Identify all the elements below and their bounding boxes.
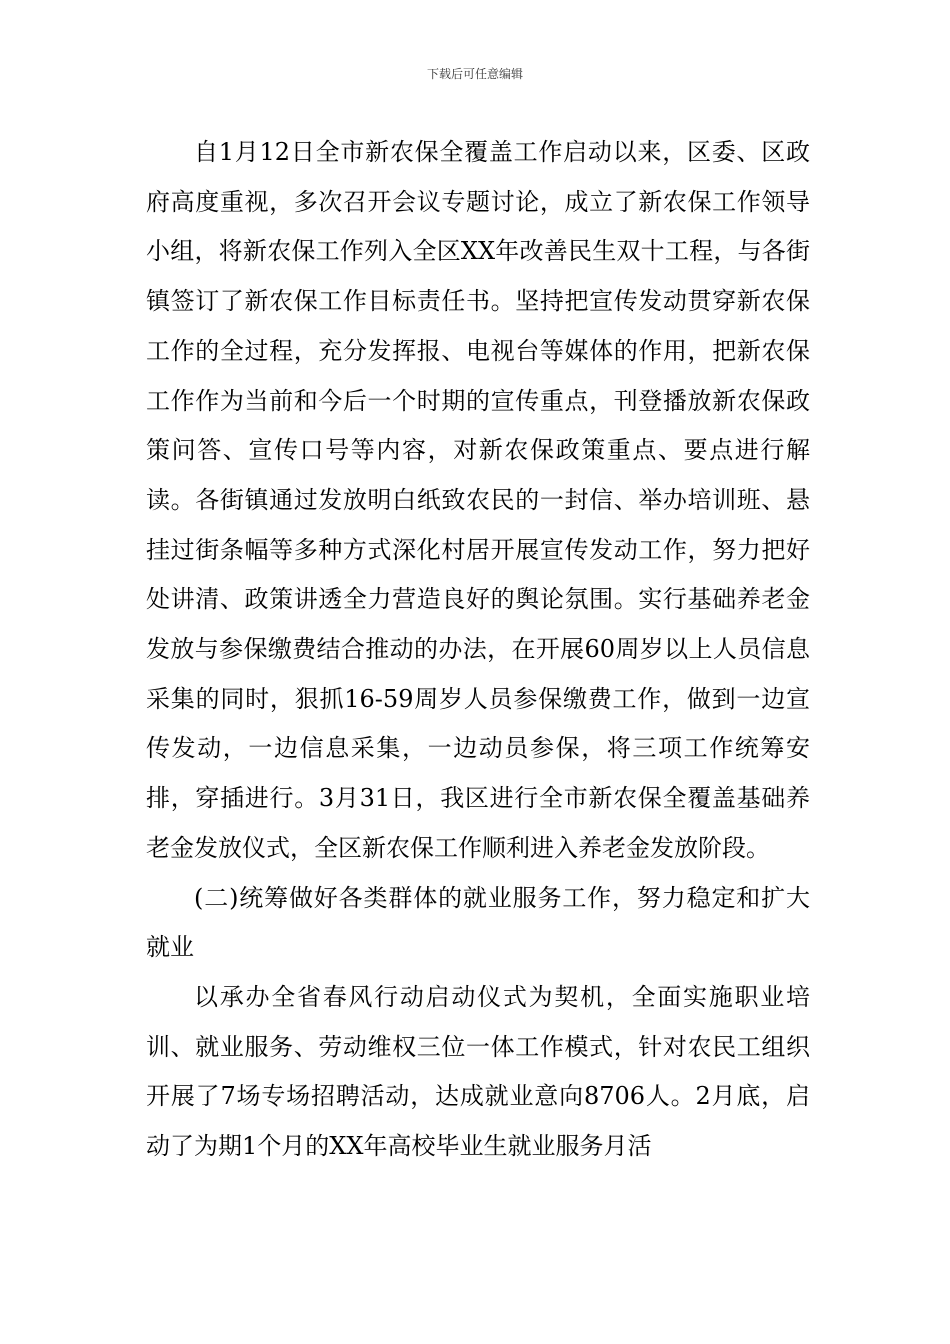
header-note: 下载后可任意编辑 bbox=[426, 67, 523, 81]
paragraph-employment-services: 以承办全省春风行动启动仪式为契机，全面实施职业培训、就业服务、劳动维权三位一体工作模式，针对农民工组织开展了7场专场招聘活动，达成就业意向8706人。2月底，启动了为期1个月的XX年高校毕业生就业服务月活 bbox=[146, 982, 810, 1161]
section-heading-employment: (二)统筹做好各类群体的就业服务工作，努力稳定和扩大就业 bbox=[146, 883, 810, 962]
paragraph-new-rural-pension: 自1月12日全市新农保全覆盖工作启动以来，区委、区政府高度重视，多次召开会议专题讨论，成立了新农保工作领导小组，将新农保工作列入全区XX年改善民生双十工程，与各街镇签订了新农保工作目标责任书。坚持把宣传发动贯穿新农保工作的全过程，充分发挥报、电视台等媒体的作用，把新农保工作作为当前和今后一个时期的宣传重点，刊登播放新农保政策问答、宣传口号等内容，对新农保政策重点、要点进行解读。各街镇通过发放明白纸致农民的一封信、举办培训班、悬挂过街条幅等多种方式深化村居开展宣传发动工作，努力把好处讲清、政策讲透全力营造良好的舆论氛围。实行基础养老金发放与参保缴费结合推动的办法，在开展60周岁以上人员信息采集的同时，狠抓16-59周岁人员参保缴费工作，做到一边宣传发动，一边信息采集，一边动员参保，将三项工作统筹安排，穿插进行。3月31日，我区进行全市新农保全覆盖基础养老金发放仪式，全区新农保工作顺利进入养老金发放阶段。 bbox=[146, 138, 810, 862]
document-body bbox=[146, 128, 810, 1172]
